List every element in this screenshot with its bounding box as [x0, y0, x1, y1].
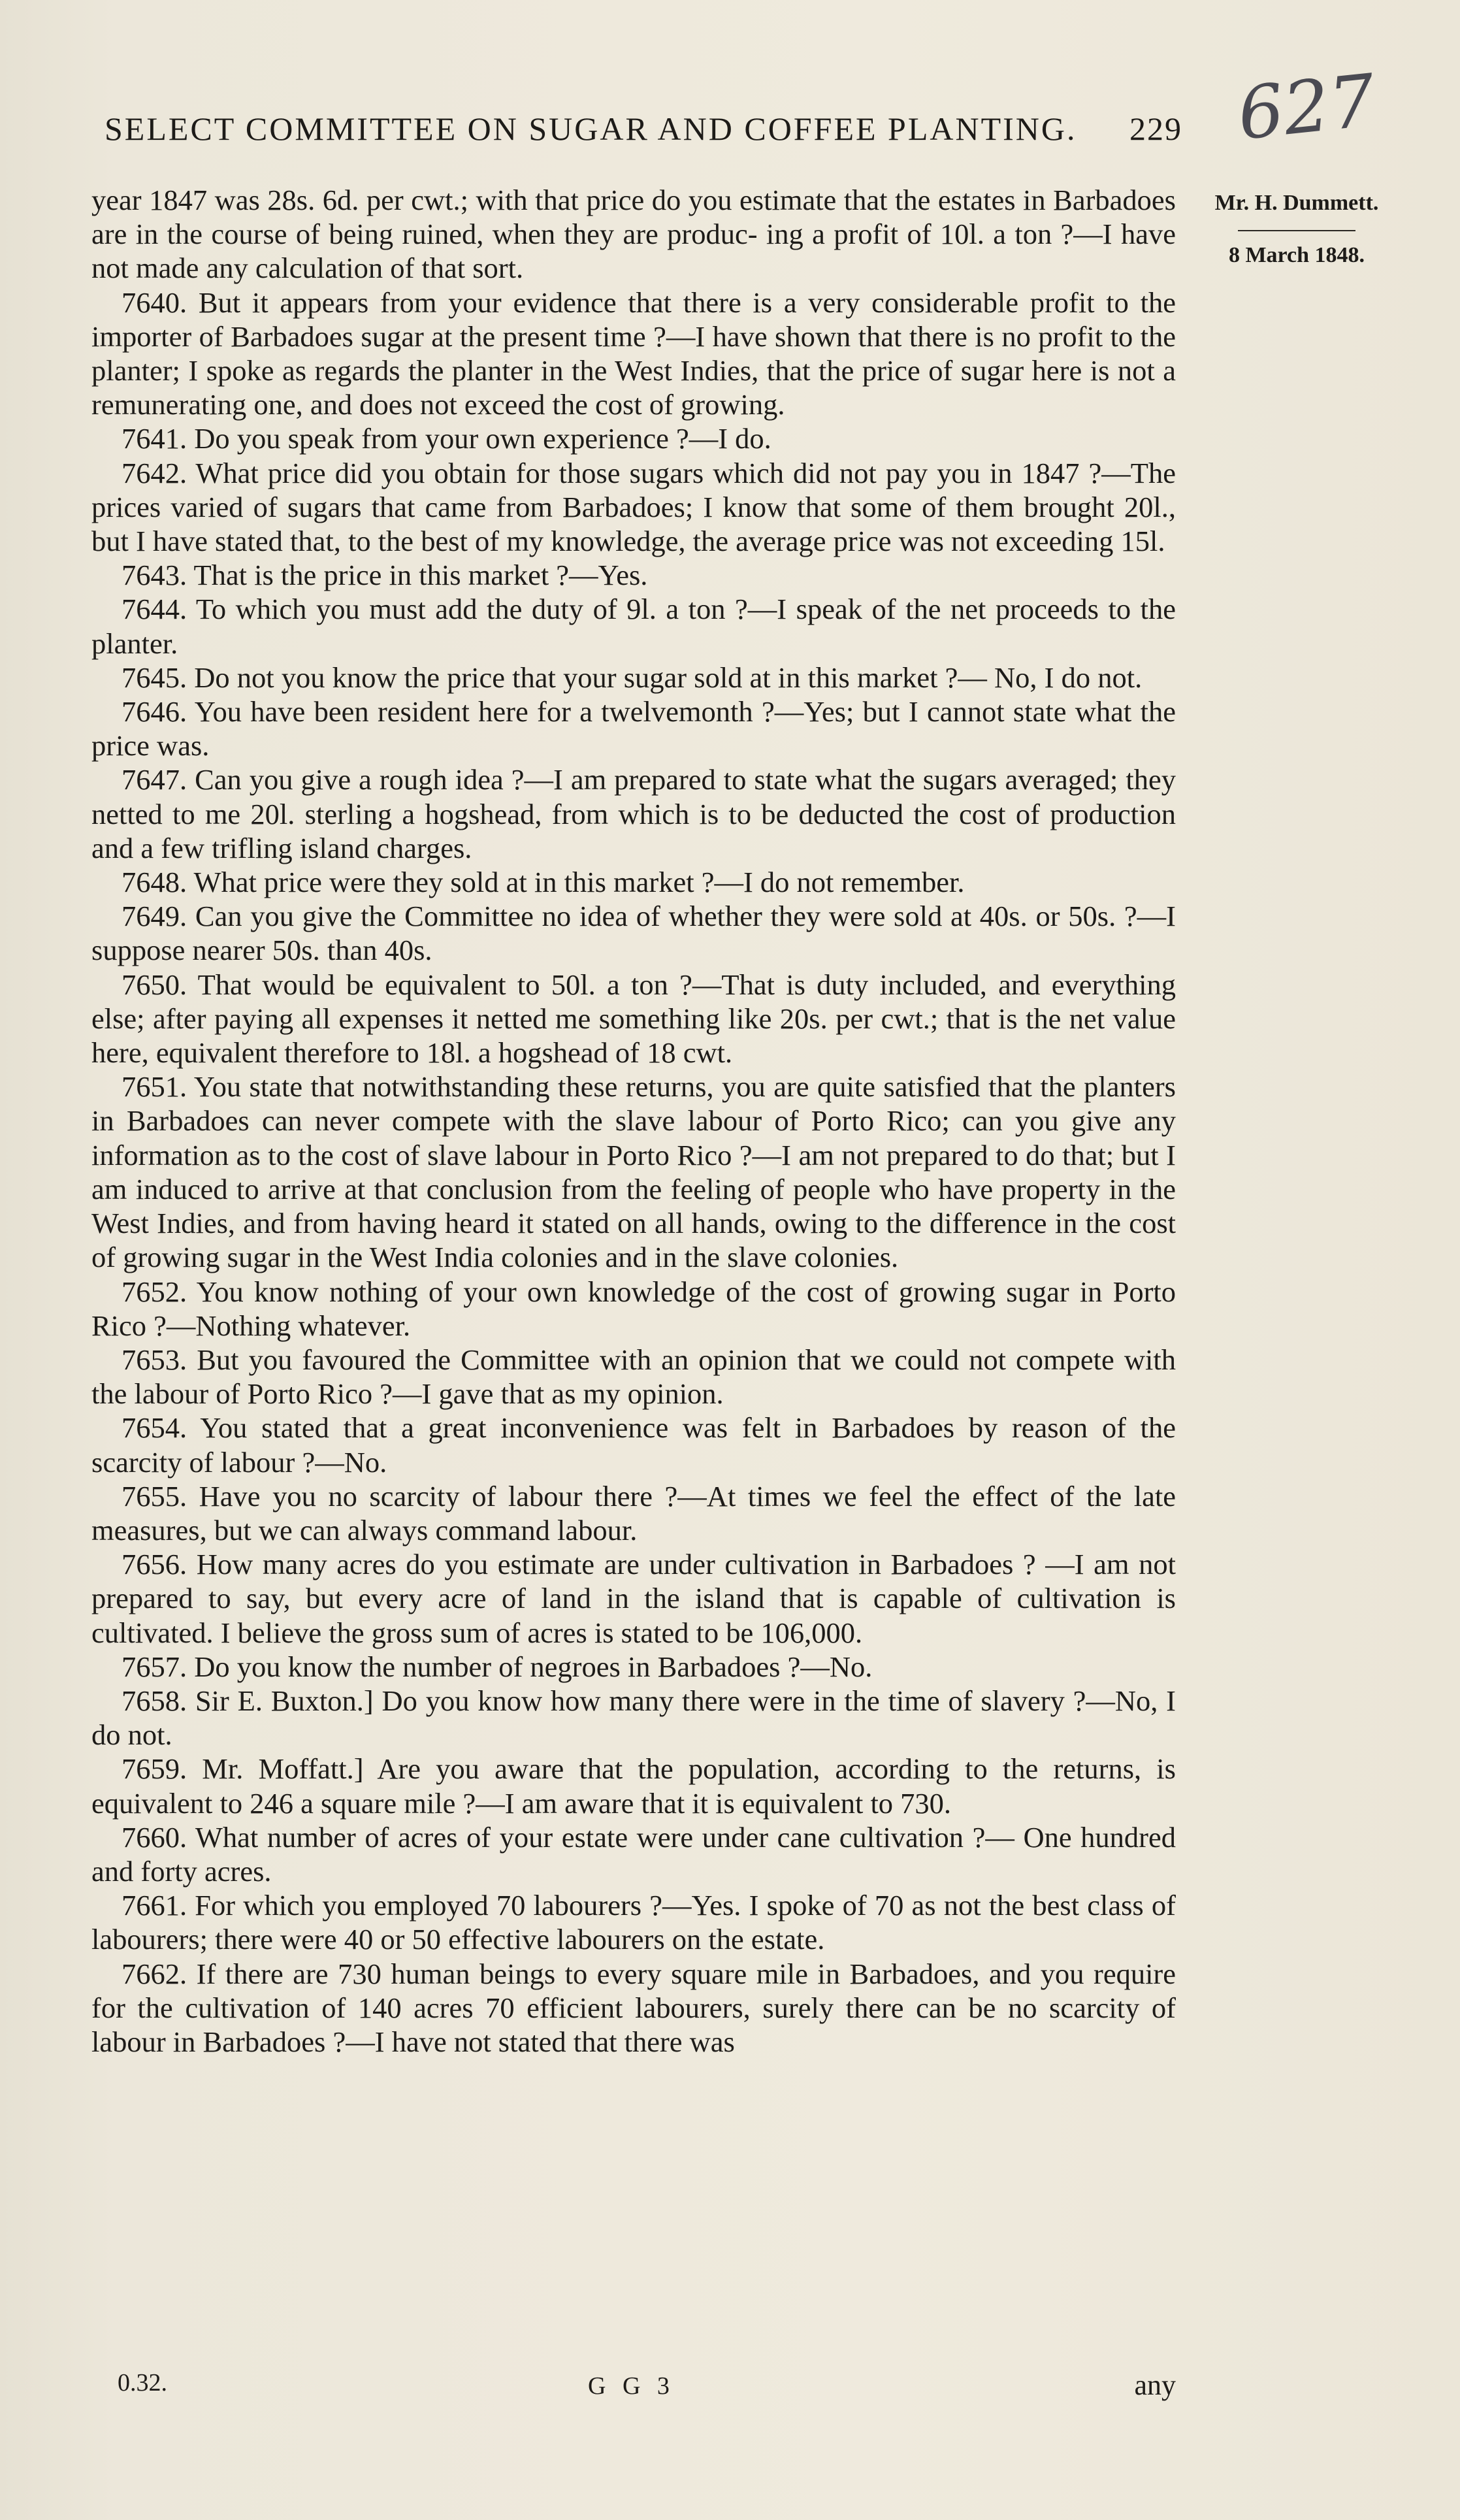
testimony-paragraph: 7662. If there are 730 human beings to every square mile in Barbadoes, and you require for the cultivation of 140 acres 70 efficient labourers, surely there can be no scarcity of labour in Barbadoes ?—I have not stated that there was: [91, 1957, 1176, 2058]
testimony-paragraph: 7652. You know nothing of your own knowledge of the cost of growing sugar in Porto Rico ?—Nothing whatever.: [91, 1275, 1176, 1342]
testimony-paragraph: 7646. You have been resident here for a twelvemonth ?—Yes; but I cannot state what the price was.: [91, 695, 1176, 762]
testimony-body: [91, 183, 1176, 2059]
header-title: SELECT COMMITTEE ON SUGAR AND COFFEE PLANTING.: [105, 110, 1077, 147]
testimony-paragraph: 7661. For which you employed 70 labourers ?—Yes. I spoke of 70 as not the best class of labourers; there were 40 or 50 effective labourers on the estate.: [91, 1889, 1176, 1956]
testimony-paragraph: 7660. What number of acres of your estate were under cane cultivation ?— One hundred and forty acres.: [91, 1820, 1176, 1888]
testimony-paragraph: 7648. What price were they sold at in this market ?—I do not remember.: [122, 866, 965, 899]
testimony-paragraph: 7657. Do you know the number of negroes in Barbadoes ?—No.: [122, 1650, 873, 1683]
testimony-paragraph: 7659. Mr. Moffatt.] Are you aware that the population, according to the returns, is equivalent to 246 a square mile ?—I am aware that it is equivalent to 730.: [91, 1752, 1176, 1820]
testimony-paragraph: 7640. But it appears from your evidence that there is a very considerable profit to the importer of Barbadoes sugar at the present time ?—I have shown that there is no profit to the planter; I spoke as regards the planter in the West Indies, that the price of sugar here is not a remunerating one, and does not exceed the cost of growing.: [91, 286, 1176, 421]
printer-signature: G G 3: [588, 2372, 675, 2400]
sessional-code: 0.32.: [118, 2369, 167, 2397]
testimony-paragraph: 7641. Do you speak from your own experience ?—I do.: [122, 422, 771, 455]
testimony-paragraph: year 1847 was 28s. 6d. per cwt.; with that price do you estimate that the estates in Barbadoes are in the course of being ruined, when they are produc- ing a profit of 10l. a ton ?—I have not made any calculation of that sort.: [91, 184, 1176, 285]
running-header: [105, 110, 1182, 148]
hearing-date: 8 March 1848.: [1228, 243, 1365, 267]
handwritten-folio-number: 627: [1233, 58, 1380, 156]
testimony-paragraph: 7654. You stated that a great inconvenience was felt in Barbadoes by reason of the scarcity of labour ?—No.: [91, 1411, 1176, 1479]
testimony-paragraph: 7643. That is the price in this market ?—Yes.: [122, 559, 648, 592]
testimony-paragraph: 7649. Can you give the Committee no idea of whether they were sold at 40s. or 50s. ?—I suppose nearer 50s. than 40s.: [91, 900, 1176, 967]
testimony-paragraph: 7658. Sir E. Buxton.] Do you know how many there were in the time of slavery ?—No, I do not.: [91, 1684, 1176, 1752]
witness-name: Mr. H. Dummett.: [1214, 191, 1379, 215]
testimony-paragraph: 7650. That would be equivalent to 50l. a ton ?—That is duty included, and everything else; after paying all expenses it netted me something like 20s. per cwt.; that is the net value here, equivalent therefore to 18l. a hogshead of 18 cwt.: [91, 968, 1176, 1070]
testimony-paragraph: 7651. You state that notwithstanding these returns, you are quite satisfied that the planters in Barbadoes can never compete with the slave labour of Porto Rico; can you give any information as to the cost of slave labour in Porto Rico ?—I am not prepared to do that; but I am induced to arrive at that conclusion from the feeling of people who have property in the West Indies, and from having heard it stated on all hands, owing to the difference in the cost of growing sugar in the West India colonies and in the slave colonies.: [91, 1070, 1176, 1274]
testimony-paragraph: 7642. What price did you obtain for those sugars which did not pay you in 1847 ?—The prices varied of sugars that came from Barbadoes; I know that some of them brought 20l., but I have stated that, to the best of my knowledge, the average price was not exceeding 15l.: [91, 456, 1176, 558]
testimony-paragraph: 7647. Can you give a rough idea ?—I am prepared to state what the sugars averaged; they netted to me 20l. sterling a hogshead, from which is to be deducted the cost of production and a few trifling island charges.: [91, 763, 1176, 864]
testimony-paragraph: 7644. To which you must add the duty of 9l. a ton ?—I speak of the net proceeds to the planter.: [91, 593, 1176, 660]
page-number: 229: [1129, 110, 1182, 147]
catchword: any: [1134, 2369, 1176, 2401]
margin-note: [1189, 191, 1404, 268]
testimony-paragraph: 7653. But you favoured the Committee with an opinion that we could not compete with the labour of Porto Rico ?—I gave that as my opinion.: [91, 1343, 1176, 1411]
margin-rule: [1238, 230, 1355, 231]
testimony-paragraph: 7656. How many acres do you estimate are under cultivation in Barbadoes ? —I am not prepared to say, but every acre of land in the island that is capable of cultivation is cultivated. I believe the gross sum of acres is stated to be 106,000.: [91, 1548, 1176, 1649]
testimony-paragraph: 7655. Have you no scarcity of labour there ?—At times we feel the effect of the late measures, but we can always command labour.: [91, 1479, 1176, 1546]
testimony-paragraph: 7645. Do not you know the price that your sugar sold at in this market ?— No, I do not.: [122, 661, 1143, 694]
